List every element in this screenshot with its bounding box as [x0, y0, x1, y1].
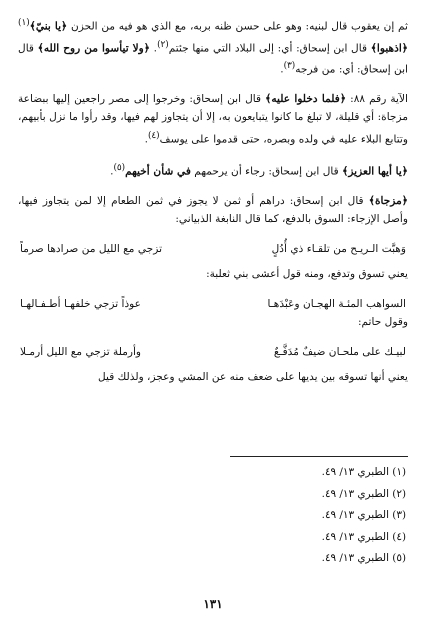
poetry-verse [18, 240, 408, 258]
text-run: قال ابن إسحاق: دراهم أو ثمن لا يجوز في ثمن الطعام إلا لمن يتجاوز فيها، وأصل الإزجاء: السوق بالدفع، كما قال النابغة الذبياني: [18, 195, 408, 226]
paragraph: ﴿يا أيها العزيز﴾ قال ابن إسحاق: رجاء أن يرحمهم في شأن أخيهم$^{(٥)}$. [110, 163, 408, 178]
text-run: قال ابن إسحاق: رجاء أن يرحمهم [190, 165, 343, 178]
footnote: (٥) الطبري ١٣/ ٤٩. [321, 552, 406, 565]
poetry-verse [18, 343, 408, 361]
paragraph: ثم إن يعقوب قال لبنيه: وهو على حسن ظنه بربه، مع الذي هو فيه من الحزن ﴿يا بنيّ﴾$^{(١)}$ ﴿اذهبوا﴾ قال ابن إسحاق: أي: إلى البلاد التي منها جئتم$^{(٢)}$. ﴿ولا تيأسوا من روح الله﴾ قال ابن إسحاق: أي: من فرجه$^{(٣)}$. [18, 18, 408, 76]
text-run: ثم إن يعقوب قال لبنيه: وهو على حسن ظنه بربه، مع الذي هو فيه من الحزن [70, 20, 408, 33]
verse-second-hemistich: وأرملة تزجي مع الليل أرمـلا [20, 346, 142, 359]
main-text [18, 14, 408, 386]
footnote-divider [230, 456, 408, 457]
footnote-ref: (٣) [283, 61, 296, 72]
text-run: قال ابن إسحاق: أي: إلى البلاد التي منها جئتم [168, 42, 371, 55]
text-run: وقول حاتم: [357, 316, 408, 329]
paragraph [18, 265, 408, 283]
footnotes [20, 462, 406, 570]
poetry-verse [18, 295, 408, 313]
text-run: يعني تسوق وتدفع، ومنه قول أعشى بني ثعلبة: [206, 267, 408, 280]
footnote-ref: (٥) [113, 163, 126, 174]
footnote-ref: (٤) [147, 130, 160, 141]
footnote: (١) الطبري ١٣/ ٤٩. [321, 466, 406, 478]
paragraph: الآية رقم ٨٨: ﴿فلما دخلوا عليه﴾ قال ابن إسحاق: وخرجوا إلى مصر راجعين إليها ببضاعة مزجاة: أي قليلة، لا تبلغ ما كانوا يتبايعون به، إلا أن يتجاوز لهم فيها، وقد رأوا ما نزل بأبيهم، وتتابع البلاء عليه في ولده وبصره، حتى قدموا على يوسف$^{(٤)}$. [18, 93, 408, 146]
footnote-ref: (١) [18, 18, 30, 28]
verse-second-hemistich: تزجي مع الليل من صرادها صرماً [20, 243, 163, 256]
verse-first-hemistich: وَهبَّت الـريـح من تلقـاء ذي أُدُلٍ [271, 243, 406, 256]
footnote: (٤) الطبري ١٣/ ٤٩. [321, 530, 406, 543]
text-run: يعني أنها تسوقه بين يديها على ضعف منه عن المشي وعجز، ولذلك قيل [97, 370, 408, 383]
quran-quote: ﴿اذهبوا﴾ [370, 42, 408, 55]
quran-quote: ﴿يا أيها العزيز﴾ [342, 165, 408, 178]
paragraph [18, 313, 408, 331]
footnote: (٣) الطبري ١٣/ ٤٩. [321, 509, 406, 522]
page-number: ١٣١ [203, 597, 223, 611]
quran-quote: ﴿مزجاة﴾ [368, 195, 408, 208]
verse-first-hemistich: لبيـك على ملحـان ضيفٌ مُدَفَّـعٌ [273, 346, 406, 359]
text-run: قال ابن إسحاق: أي: من فرجه [18, 42, 408, 76]
paragraph [18, 192, 408, 228]
quran-quote: في شأن أخيهم [125, 165, 191, 178]
footnote: (٢) الطبري ١٣/ ٤٩. [321, 487, 406, 500]
quran-quote: ﴿فلما دخلوا عليه﴾ [265, 93, 347, 106]
verse-second-hemistich: عوذاً تزجي خلفهـا أطـفـالهـا [20, 297, 141, 310]
quran-quote: ﴿ولا تيأسوا من روح الله﴾ [37, 42, 151, 55]
paragraph [18, 368, 408, 386]
quran-quote: ﴿يا بنيّ﴾ [29, 20, 68, 33]
text-run: قال ابن إسحاق: وخرجوا إلى مصر راجعين إليها ببضاعة مزجاة: أي قليلة، لا تبلغ ما كانوا يتبايعون به، إلا أن يتجاوز لهم فيها، وقد رأوا ما نزل بأبيهم، وتتابع البلاء عليه في ولده وبصره، حتى قدموا على يوسف [18, 93, 408, 146]
verse-label: الآية رقم ٨٨: [346, 93, 408, 106]
footnote-ref: (٢) [157, 39, 169, 50]
verse-first-hemistich: السواهب المئـة الهجـان وعَبْدَهـا [267, 297, 406, 310]
